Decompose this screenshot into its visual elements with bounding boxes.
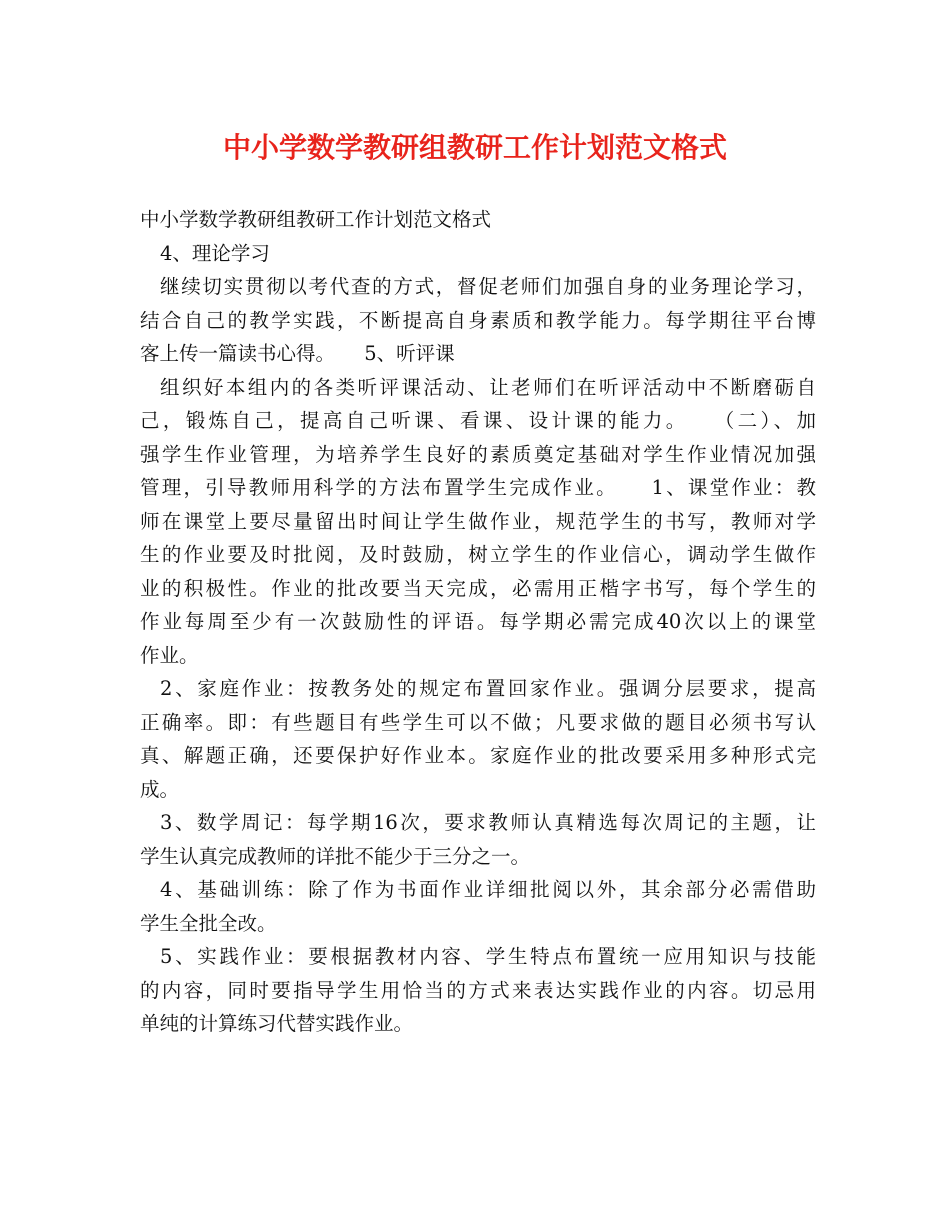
text-line: 成。 (140, 777, 180, 801)
page-title: 中小学数学教研组教研工作计划范文格式 (222, 131, 727, 164)
text-line: 结合自己的教学实践，不断提高自身素质和教学能力。每学期往平台博 (140, 308, 816, 332)
text-line: 5、实践作业：要根据教材内容、学生特点布置统一应用知识与技能 (160, 945, 816, 968)
text-line: 学生全批全改。 (140, 911, 277, 935)
text-line: 继续切实贯彻以考代查的方式，督促老师们加强自身的业务理论学习， (160, 275, 816, 298)
text-line: 组织好本组内的各类听评课活动、让老师们在听评活动中不断磨砺自 (160, 375, 816, 399)
text-line: 作业每周至少有一次鼓励性的评语。每学期必需完成40次以上的课堂 (140, 610, 816, 633)
text-line: 3、数学周记：每学期16次，要求教师认真精选每次周记的主题，让 (160, 811, 816, 834)
text-line: 客上传一篇读书心得。 5、听评课 (140, 342, 455, 365)
text-line: 真、解题正确，还要保护好作业本。家庭作业的批改要采用多种形式完 (140, 744, 816, 767)
document-body (140, 203, 816, 1041)
text-line: 生的作业要及时批阅，及时鼓励，树立学生的作业信心，调动学生做作 (140, 543, 816, 566)
text-line: 管理，引导教师用科学的方法布置学生完成作业。 1、课堂作业：教 (140, 476, 816, 499)
text-line: 师在课堂上要尽量留出时间让学生做作业，规范学生的书写，教师对学 (140, 509, 816, 533)
text-line: 作业。 (140, 643, 199, 667)
text-line: 己，锻炼自己，提高自己听课、看课、设计课的能力。 （二）、加 (140, 409, 816, 432)
text-line: 的内容，同时要指导学生用恰当的方式来表达实践作业的内容。切忌用 (140, 978, 816, 1002)
text-line: 强学生作业管理，为培养学生良好的素质奠定基础对学生作业情况加强 (140, 442, 816, 466)
text-line: 4、理论学习 (160, 241, 270, 265)
text-line: 中小学数学教研组教研工作计划范文格式 (140, 208, 492, 231)
text-line: 4、基础训练：除了作为书面作业详细批阅以外，其余部分必需借助 (160, 878, 816, 901)
text-line: 学生认真完成教师的详批不能少于三分之一。 (140, 844, 531, 868)
text-line: 正确率。即：有些题目有些学生可以不做；凡要求做的题目必须书写认 (140, 710, 816, 734)
text-line: 业的积极性。作业的批改要当天完成，必需用正楷字书写，每个学生的 (140, 576, 816, 600)
text-line: 单纯的计算练习代替实践作业。 (140, 1012, 414, 1035)
text-line: 2、家庭作业：按教务处的规定布置回家作业。强调分层要求，提高 (160, 677, 816, 700)
